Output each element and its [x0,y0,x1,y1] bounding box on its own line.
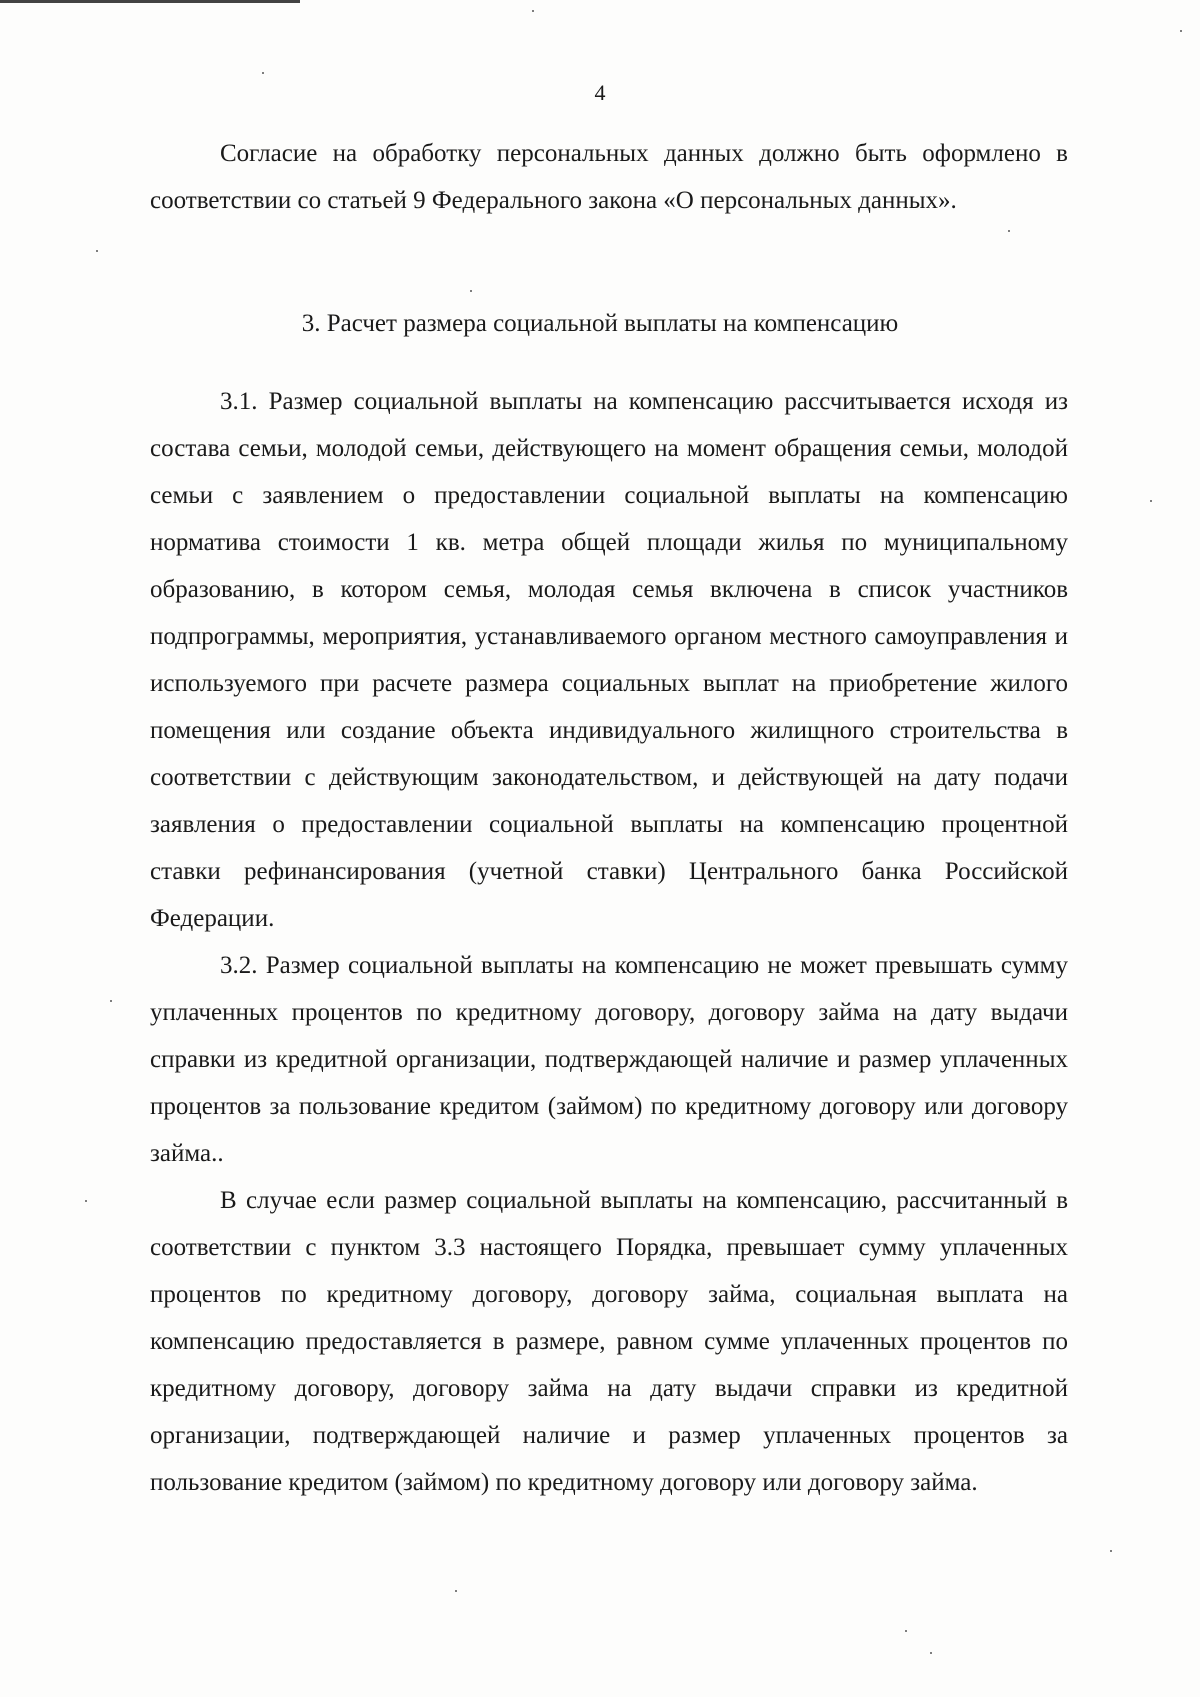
section-body [150,378,1068,1506]
scan-speck [262,72,264,74]
scan-speck [1180,30,1182,32]
scan-speck [532,10,534,12]
scan-speck [905,1630,907,1632]
intro-block [150,130,1068,224]
scan-speck [1150,500,1152,502]
scan-speck [110,1000,112,1002]
scan-speck [1110,1550,1112,1552]
paragraph-3-1: 3.1. Размер социальной выплаты на компенсацию рассчитывается исходя из состава семьи, молодой семьи, действующего на момент обращения семьи, молодой семьи с заявлением о предоставлении социальной выплаты на компенсацию норматива стоимости 1 кв. метра общей площади жилья по муниципальному образованию, в котором семья, молодая семья включена в список участников подпрограммы, мероприятия, устанавливаемого органом местного самоуправления и используемого при расчете размера социальных выплат на приобретение жилого помещения или создание объекта индивидуального жилищного строительства в соответствии с действующим законодательством, и действующей на дату подачи заявления о предоставлении социальной выплаты на компенсацию процентной ставки рефинансирования (учетной ставки) Центрального банка Российской Федерации. [150,388,1068,932]
scan-speck [470,290,472,292]
paragraph-if-exceeds: В случае если размер социальной выплаты на компенсацию, рассчитанный в соответствии с пунктом 3.3 настоящего Порядка, превышает сумму уплаченных процентов по кредитному договору, договору займа, социальная выплата на компенсацию предоставляется в размере, равном сумме уплаченных процентов по кредитному договору, договору займа на дату выдачи справки из кредитной организации, подтверждающей наличие и размер уплаченных процентов за пользование кредитом (займом) по кредитному договору или договору займа. [150,1187,1068,1496]
scan-edge-line [0,0,300,3]
scan-speck [85,1200,87,1202]
consent-paragraph: Согласие на обработку персональных данных должно быть оформлено в соответствии со статьей 9 Федерального закона «О персональных данных». [150,140,1068,214]
section-heading: 3. Расчет размера социальной выплаты на компенсацию [301,310,899,337]
page-number: 4 [594,80,606,105]
paragraph-3-2: 3.2. Размер социальной выплаты на компенсацию не может превышать сумму уплаченных процентов по кредитному договору, договору займа на дату выдачи справки из кредитной организации, подтверждающей наличие и размер уплаченных процентов за пользование кредитом (займом) по кредитному договору или договору займа.. [150,952,1068,1167]
scan-speck [930,1652,932,1654]
scan-speck [96,250,98,252]
scan-speck [455,1590,457,1592]
scan-speck [1008,230,1010,232]
